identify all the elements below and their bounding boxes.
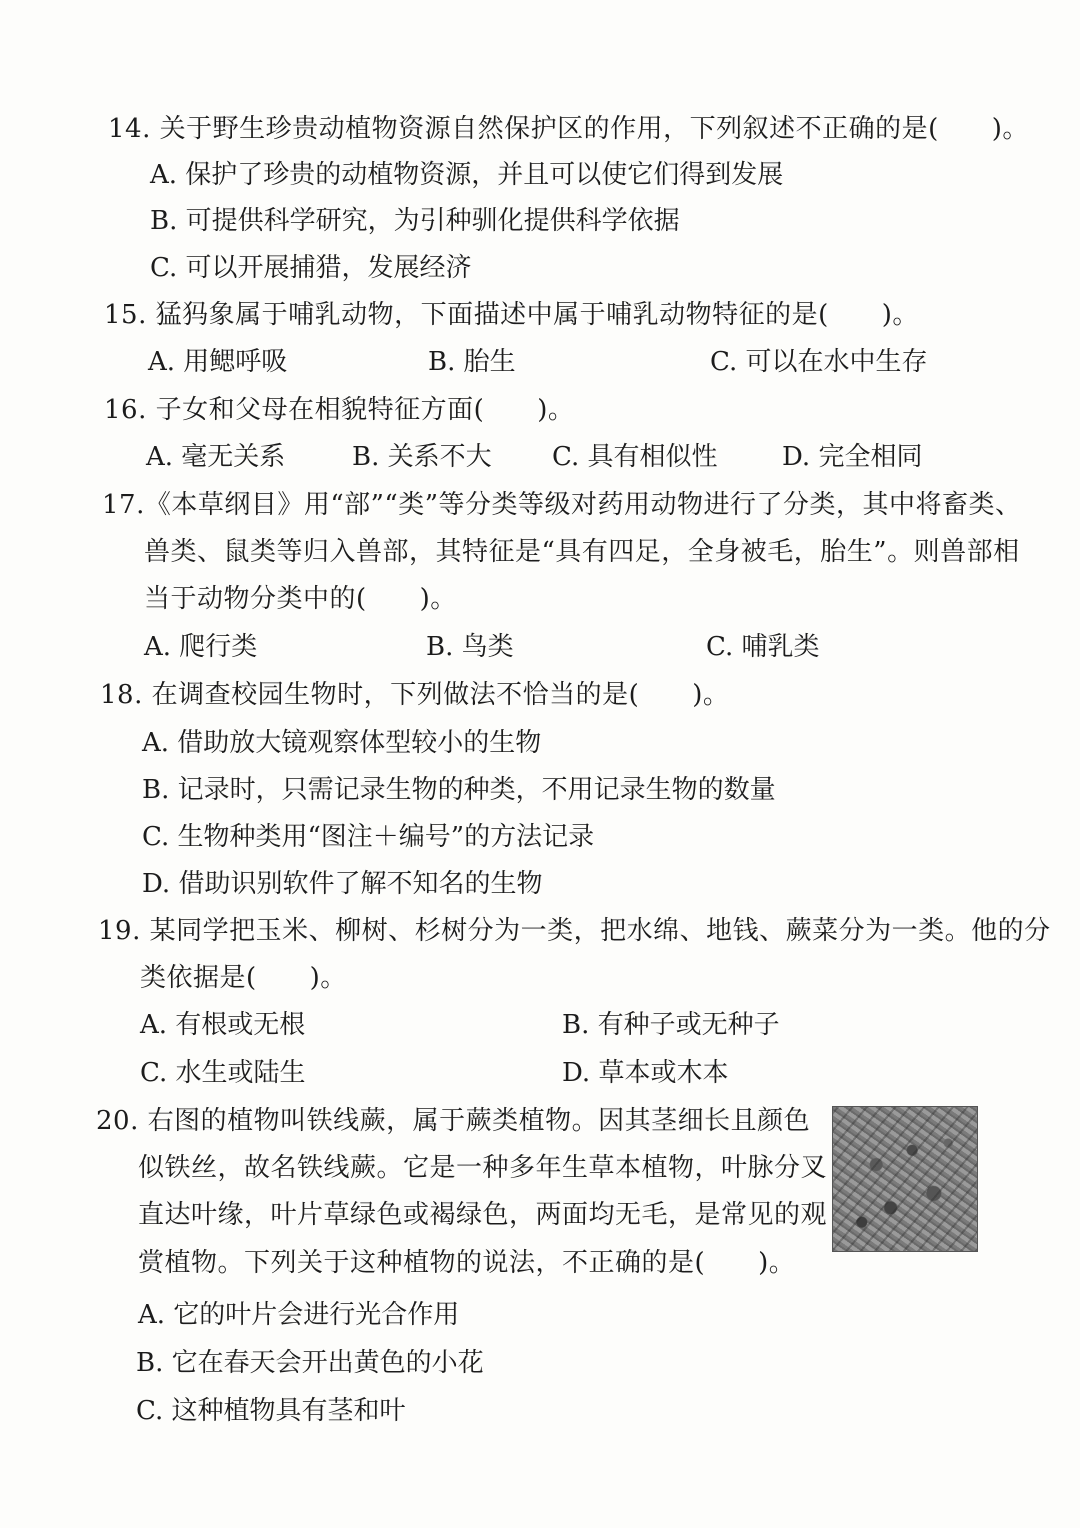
question-15-stem: 15. 猛犸象属于哺乳动物，下面描述中属于哺乳动物特征的是( )。 <box>104 300 919 330</box>
question-20-stem-line-1: 20. 右图的植物叫铁线蕨，属于蕨类植物。因其茎细长且颜色 <box>96 1106 811 1136</box>
question-18-option-c: C. 生物种类用“图注＋编号”的方法记录 <box>142 822 595 852</box>
question-14-stem: 14. 关于野生珍贵动植物资源自然保护区的作用，下列叙述不正确的是( )。 <box>108 114 1029 144</box>
question-15-option-b: B. 胎生 <box>428 347 516 377</box>
question-14-option-c: C. 可以开展捕猎，发展经济 <box>150 253 472 283</box>
question-17-stem-line-2: 兽类、鼠类等归入兽部，其特征是“具有四足，全身被毛，胎生”。则兽部相 <box>144 537 1020 567</box>
question-20-option-b: B. 它在春天会开出黄色的小花 <box>136 1348 484 1378</box>
question-18-option-d: D. 借助识别软件了解不知名的生物 <box>142 869 543 899</box>
question-19-stem-line-1: 19. 某同学把玉米、柳树、杉树分为一类，把水绵、地钱、蕨菜分为一类。他的分 <box>98 916 1051 946</box>
question-19-option-b: B. 有种子或无种子 <box>562 1010 780 1040</box>
question-19-option-a: A. 有根或无根 <box>140 1010 306 1040</box>
question-16-stem: 16. 子女和父母在相貌特征方面( )。 <box>104 395 575 425</box>
question-20-stem-line-2: 似铁丝，故名铁线蕨。它是一种多年生草本植物，叶脉分叉 <box>138 1153 828 1183</box>
maidenhair-fern-photo <box>832 1106 978 1252</box>
question-17-stem-line-1: 17.《本草纲目》用“部”“类”等分类等级对药用动物进行了分类，其中将畜类、 <box>102 490 1022 520</box>
question-19-option-d: D. 草本或木本 <box>562 1058 729 1088</box>
question-16-option-a: A. 毫无关系 <box>146 442 286 472</box>
question-17-stem-line-3: 当于动物分类中的( )。 <box>144 584 457 614</box>
question-16-option-d: D. 完全相同 <box>782 442 923 472</box>
question-17-option-a: A. 爬行类 <box>144 632 258 662</box>
question-20-option-c: C. 这种植物具有茎和叶 <box>136 1396 406 1426</box>
question-17-option-c: C. 哺乳类 <box>706 632 820 662</box>
question-17-option-b: B. 鸟类 <box>426 632 514 662</box>
question-20-stem-line-4: 赏植物。下列关于这种植物的说法，不正确的是( )。 <box>138 1248 796 1278</box>
question-18-stem: 18. 在调查校园生物时，下列做法不恰当的是( )。 <box>100 680 730 710</box>
question-18-option-b: B. 记录时，只需记录生物的种类，不用记录生物的数量 <box>142 775 776 805</box>
question-16-option-c: C. 具有相似性 <box>552 442 718 472</box>
question-20-stem-line-3: 直达叶缘，叶片草绿色或褐绿色，两面均无毛，是常见的观 <box>138 1200 828 1230</box>
question-20-option-a: A. 它的叶片会进行光合作用 <box>138 1300 460 1330</box>
question-18-option-a: A. 借助放大镜观察体型较小的生物 <box>142 728 542 758</box>
question-14-option-a: A. 保护了珍贵的动植物资源，并且可以使它们得到发展 <box>150 160 784 190</box>
question-15-option-a: A. 用鳃呼吸 <box>148 347 288 377</box>
question-14-option-b: B. 可提供科学研究，为引种驯化提供科学依据 <box>150 206 680 236</box>
question-19-option-c: C. 水生或陆生 <box>140 1058 306 1088</box>
question-16-option-b: B. 关系不大 <box>352 442 492 472</box>
question-15-option-c: C. 可以在水中生存 <box>710 347 928 377</box>
question-19-stem-line-2: 类依据是( )。 <box>140 963 347 993</box>
